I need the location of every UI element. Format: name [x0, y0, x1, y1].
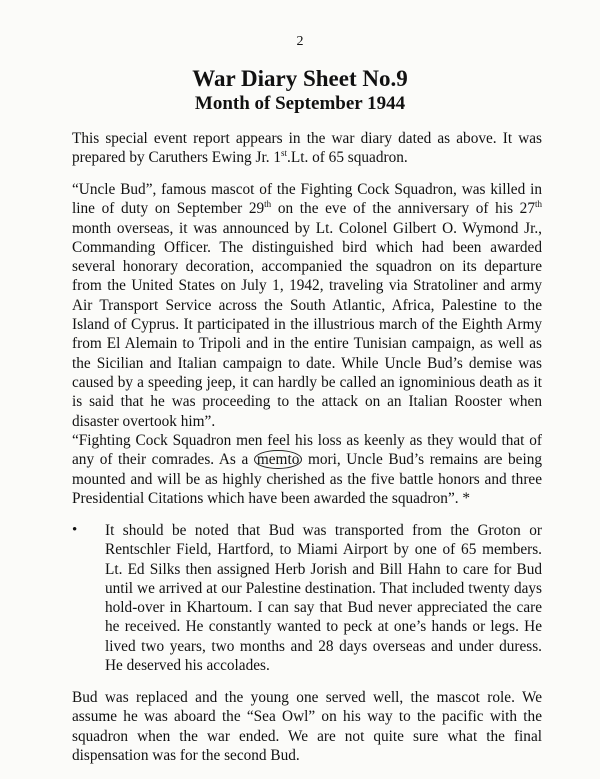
report-text-a: “Uncle Bud”, famous mascot of the Fighting Cock Squadron, was killed in line of duty on September 29 — [72, 181, 542, 218]
intro-sup: st — [281, 148, 288, 159]
bullet-text: It should be noted that Bud was transported from the Groton or Rentschler Field, Hartford, to Miami Airport by one of 65 members. Lt. Ed Silks then assigned Herb Jorish and Bill Hahn to care for Bud until we arrived at our Palestine destination. That included twenty days hold-over in Khartoum. I can say that Bud never appreciated the care he received. He constantly wanted to peck at one’s hands or legs. He lived two years, two months and 28 days overseas and under duress. He deserved his accolades. — [105, 522, 542, 675]
page-number: 2 — [296, 34, 304, 49]
quote-text-b: mori, Uncle Bud’s remains are being mounted and will be as highly cherished as the five battle honors and three Presidential Citations which have been awarded the squadron”. * — [72, 451, 542, 507]
bullet-symbol: • — [72, 522, 78, 538]
page-title: War Diary Sheet No.9 — [192, 66, 408, 91]
closing-paragraph: Bud was replaced and the young one served well, the mascot role. We assume he was aboard the “Sea Owl” on his way to the pacific with the squadron when the war ended. We are not quite sure what the final dispensation was for the second Bud. — [72, 689, 542, 764]
page-subtitle: Month of September 1944 — [194, 93, 406, 114]
quote-paragraph — [72, 431, 542, 508]
intro-text-b: .Lt. of 65 squadron. — [287, 149, 408, 167]
circled-word: memto — [254, 450, 303, 469]
quote-text-a: “Fighting Cock Squadron men feel his loss as keenly as they would that of any of their comrades. As a — [72, 432, 542, 469]
report-sup-2: th — [534, 199, 542, 210]
intro-paragraph — [72, 129, 542, 168]
report-sup-1: th — [264, 199, 272, 210]
report-paragraph — [72, 180, 542, 431]
report-text-c: month overseas, it was announced by Lt. Colonel Gilbert O. Wymond Jr., Commanding Officer. The distinguished bird which had been awarded several honorary decoration, accompanied the squadron on its departure from the United States on July 1, 1942, traveling via Stratoliner and army Air Transport Service across the South Atlantic, Africa, Palestine to the Island of Cyprus. It participated in the illustrious march of the Eighth Army from El Alemain to Tripoli and in the entire Tunisian campaign, as well as the Sicilian and Italian campaign to date. While Uncle Bud’s demise was caused by a speeding jeep, it can hardly be called an ignominious death as it is said that he was proceeding to the attack on an Italian Rooster when disaster overtook him”. — [72, 219, 542, 430]
intro-text-a: This special event report appears in the war diary dated as above. It was prepared by Caruthers Ewing Jr. 1 — [72, 130, 542, 167]
report-text-b: on the eve of the anniversary of his 27 — [271, 200, 535, 218]
